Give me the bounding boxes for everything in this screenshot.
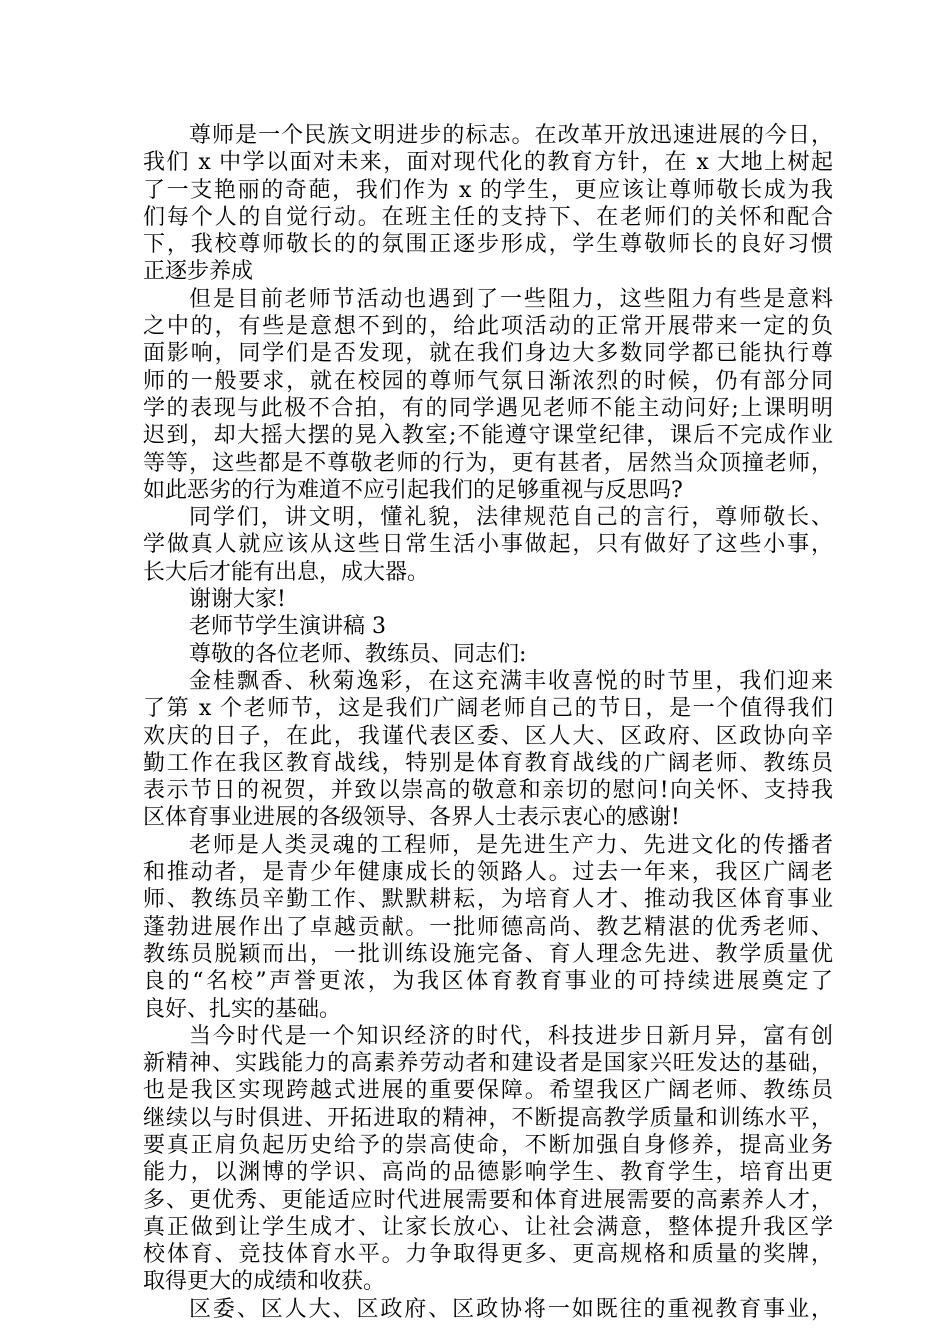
text-line: 要真正肩负起历史给予的崇高使命，不断加强自身修养，提高业务 [143, 1132, 833, 1158]
text-line: 正逐步养成 [143, 259, 254, 285]
text-line: 如此恶劣的行为难道不应引起我们的足够重视与反思吗? [143, 477, 683, 503]
text-line: 校体育、竞技体育水平。力争取得更多、更高规格和质量的奖牌， [143, 1242, 833, 1268]
text-line: 下，我校尊师敬长的的氛围正逐步形成，学生尊敬师长的良好习惯 [143, 232, 833, 258]
text-line: 学做真人就应该从这些日常生活小事做起，只有做好了这些小事， [143, 532, 833, 558]
paragraph-first-line: 老师是人类灵魂的工程师，是先进生产力、先进文化的传播者 [189, 832, 833, 858]
text-line: 了一支艳丽的奇葩，我们作为 x 的学生，更应该让尊师敬长成为我 [143, 177, 833, 203]
paragraph-first-line: 但是目前老师节活动也遇到了一些阻力，这些阻力有些是意料 [189, 286, 833, 312]
text-line: 真正做到让学生成才、让家长放心、让社会满意，整体提升我区学 [143, 1214, 833, 1240]
paragraph-first-line: 谢谢大家! [189, 587, 286, 613]
text-line: 勤工作在我区教育战线，特别是体育教育战线的广阔老师、教练员 [143, 750, 833, 776]
text-line: 迟到，却大摇大摆的晃入教室;不能遵守课堂纪律，课后不完成作业 [143, 423, 833, 449]
paragraph-first-line: 当今时代是一个知识经济的时代，科技进步日新月异，富有创 [189, 1023, 833, 1049]
text-line: 我们 x 中学以面对未来，面对现代化的教育方针，在 x 大地上树起 [143, 150, 833, 176]
text-line: 学的表现与此极不合拍，有的同学遇见老师不能主动问好;上课明明 [143, 395, 833, 421]
text-line: 师的一般要求，就在校园的尊师气氛日渐浓烈的时候，仍有部分同 [143, 368, 833, 394]
text-line: 取得更大的成绩和收获。 [143, 1269, 386, 1295]
text-line: 蓬勃进展作出了卓越贡献。一批师德高尚、教艺精湛的优秀老师、 [143, 914, 833, 940]
text-line: 能力，以渊博的学识、高尚的品德影响学生、教育学生，培育出更 [143, 1160, 833, 1186]
paragraph-first-line: 尊师是一个民族文明进步的标志。在改革开放迅速进展的今日， [189, 123, 833, 148]
text-line: 区体育事业进展的各级领导、各界人士表示衷心的感谢! [143, 805, 680, 831]
paragraph-first-line: 区委、区人大、区政府、区政协将一如既往的重视教育事业， [189, 1296, 833, 1322]
paragraph-first-line: 尊敬的各位老师、教练员、同志们: [189, 641, 527, 667]
text-line: 良的“名校”声誉更浓，为我区体育教育事业的可持续进展奠定了 [143, 969, 833, 995]
paragraph-first-line: 同学们，讲文明，懂礼貌，法律规范自己的言行，尊师敬长、 [189, 505, 833, 531]
text-line: 欢庆的日子，在此，我谨代表区委、区人大、区政府、区政协向辛 [143, 723, 833, 749]
text-line: 良好、扎实的基础。 [143, 996, 342, 1022]
text-line: 多、更优秀、更能适应时代进展需要和体育进展需要的高素养人才， [143, 1187, 833, 1213]
text-line: 长大后才能有出息，成大器。 [143, 559, 430, 585]
text-line: 之中的，有些是意想不到的，给此项活动的正常开展带来一定的负 [143, 314, 833, 340]
text-line: 新精神、实践能力的高素养劳动者和建设者是国家兴旺发达的基础， [143, 1051, 833, 1077]
text-line: 们每个人的自觉行动。在班主任的支持下、在老师们的关怀和配合 [143, 204, 833, 230]
text-line: 继续以与时俱进、开拓进取的精神，不断提高教学质量和训练水平， [143, 1105, 833, 1131]
text-line: 也是我区实现跨越式进展的重要保障。希望我区广阔老师、教练员 [143, 1078, 833, 1104]
paragraph-first-line: 老师节学生演讲稿 3 [189, 614, 386, 640]
paragraph-first-line: 金桂飘香、秋菊逸彩，在这充满丰收喜悦的时节里，我们迎来 [189, 668, 833, 694]
text-line: 和推动者，是青少年健康成长的领路人。过去一年来，我区广阔老 [143, 860, 833, 886]
text-line: 了第 x 个老师节，这是我们广阔老师自己的节日，是一个值得我们 [143, 696, 833, 722]
text-line: 师、教练员辛勤工作、默默耕耘，为培育人才、推动我区体育事业 [143, 887, 833, 913]
speech-text [143, 122, 833, 1323]
text-line: 面影响，同学们是否发现，就在我们身边大多数同学都已能执行尊 [143, 341, 833, 367]
text-line: 表示节日的祝贺，并致以崇高的敬意和亲切的慰问!向关怀、支持我 [143, 778, 833, 804]
text-line: 等等，这些都是不尊敬老师的行为，更有甚者，居然当众顶撞老师， [143, 450, 833, 476]
text-line: 教练员脱颖而出，一批训练设施完备、育人理念先进、教学质量优 [143, 941, 833, 967]
